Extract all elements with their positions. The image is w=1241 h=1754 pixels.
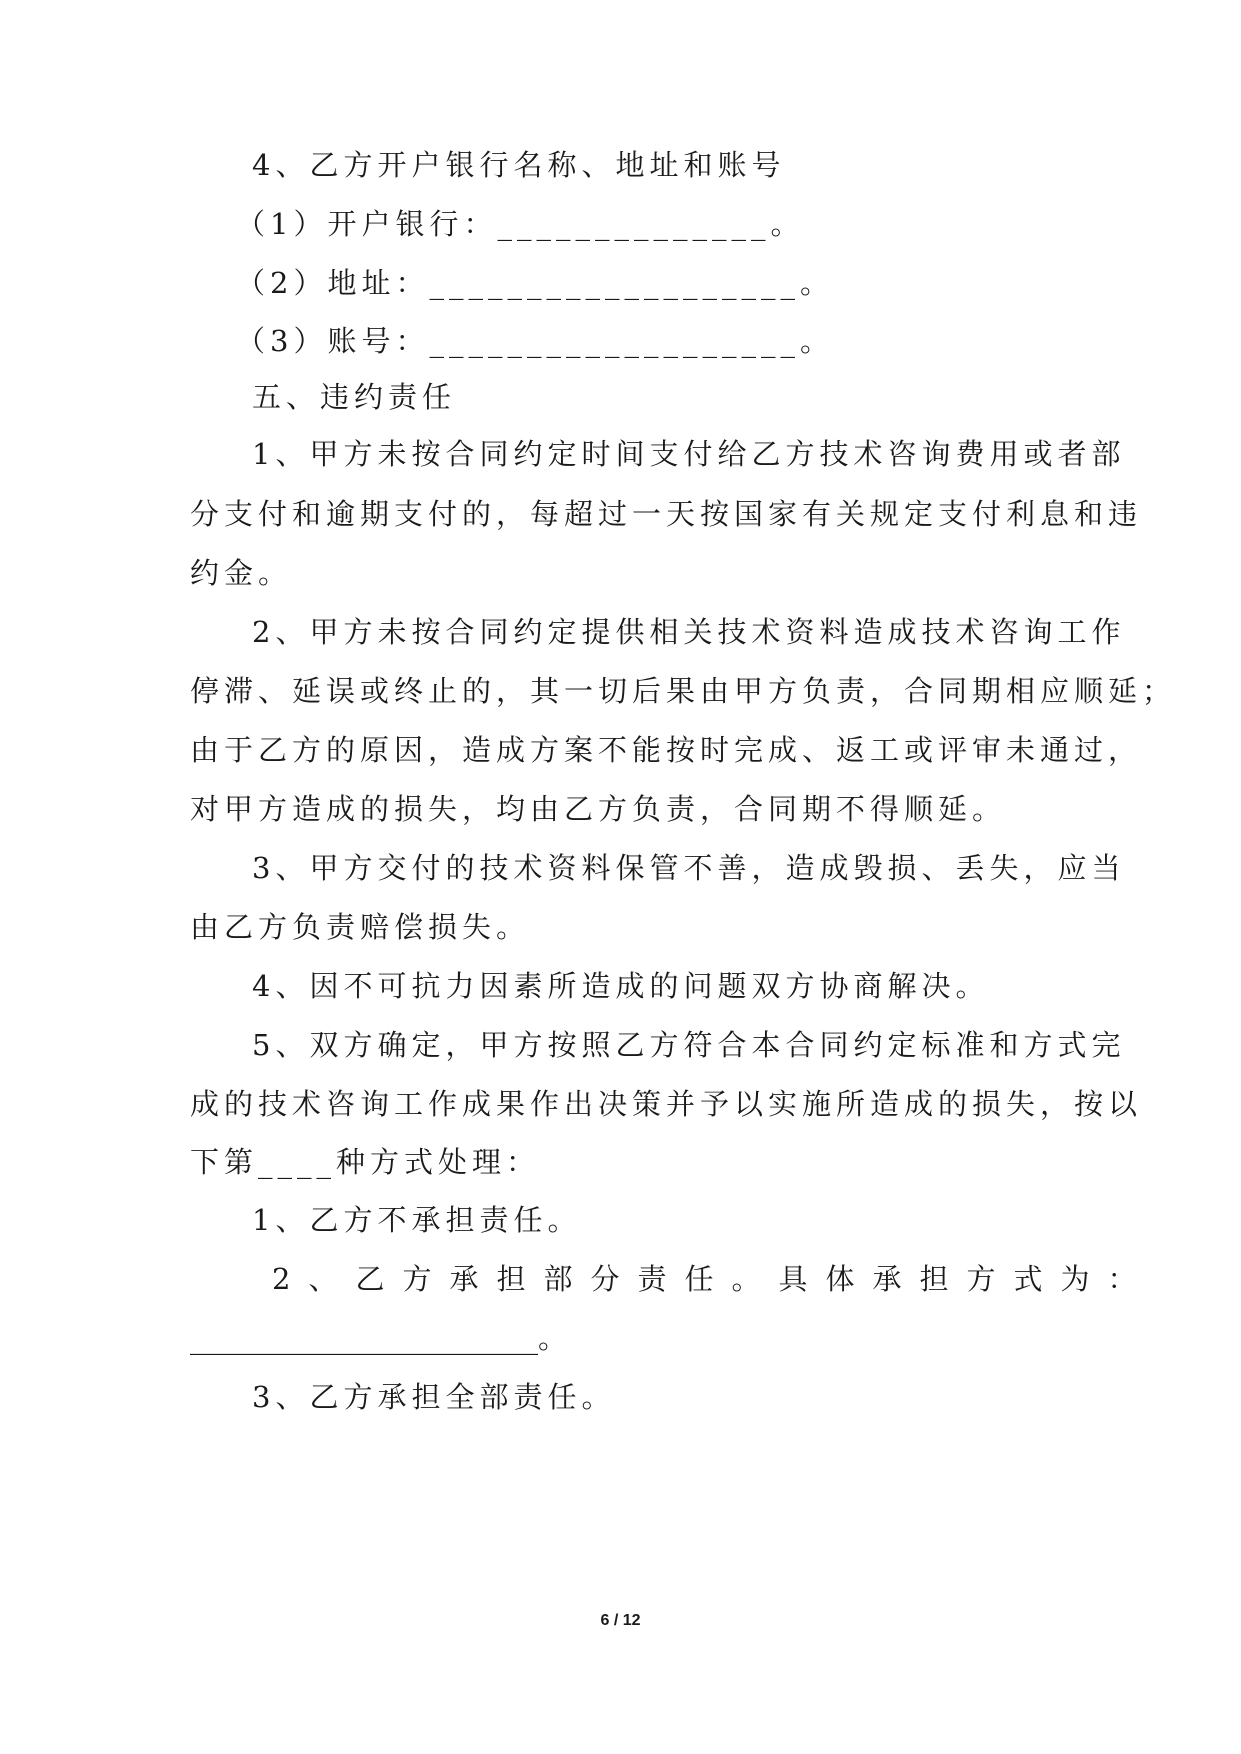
option-2-line-1: 2、乙方承担部分责任。具体承担方式为：	[272, 1262, 1155, 1296]
clause-3-line-2: 由乙方负责赔偿损失。	[190, 910, 531, 944]
bank-info-heading: 4、乙方开户银行名称、地址和账号	[252, 148, 786, 182]
clause-5-line-1: 5、双方确定，甲方按照乙方符合本合同约定标准和方式完	[252, 1028, 1126, 1062]
clause-1-line-2: 分支付和逾期支付的，每超过一天按国家有关规定支付利息和违	[190, 497, 1143, 531]
clause-5-line-2: 成的技术咨询工作成果作出决策并予以实施所造成的损失，按以	[190, 1087, 1143, 1121]
option-2-blank: ________________________。	[190, 1321, 568, 1355]
clause-5-line-3: 下第____种方式处理：	[190, 1145, 541, 1179]
section-heading-liability: 五、违约责任	[252, 380, 457, 414]
clause-2-line-3: 由于乙方的原因，造成方案不能按时完成、返工或评审未通过，	[190, 733, 1143, 767]
clause-2-line-4: 对甲方造成的损失，均由乙方负责，合同期不得顺延。	[190, 792, 1007, 826]
bank-account-field: （3）账号：___________________。	[236, 324, 834, 358]
clause-2-line-1: 2、甲方未按合同约定提供相关技术资料造成技术咨询工作	[252, 615, 1126, 649]
option-1: 1、乙方不承担责任。	[252, 1203, 582, 1237]
bank-address-field: （2）地址：___________________。	[236, 266, 834, 300]
clause-2-line-2: 停滞、延误或终止的，其一切后果由甲方负责，合同期相应顺延；	[190, 674, 1177, 708]
clause-3-line-1: 3、甲方交付的技术资料保管不善，造成毁损、丢失，应当	[252, 851, 1126, 885]
bank-name-field: （1）开户银行：______________。	[236, 207, 805, 241]
page-number: 6 / 12	[600, 1612, 641, 1629]
clause-1-line-1: 1、甲方未按合同约定时间支付给乙方技术咨询费用或者部	[252, 437, 1126, 471]
clause-1-line-3: 约金。	[190, 556, 293, 590]
clause-4: 4、因不可抗力因素所造成的问题双方协商解决。	[252, 969, 990, 1003]
option-3: 3、乙方承担全部责任。	[252, 1380, 616, 1414]
